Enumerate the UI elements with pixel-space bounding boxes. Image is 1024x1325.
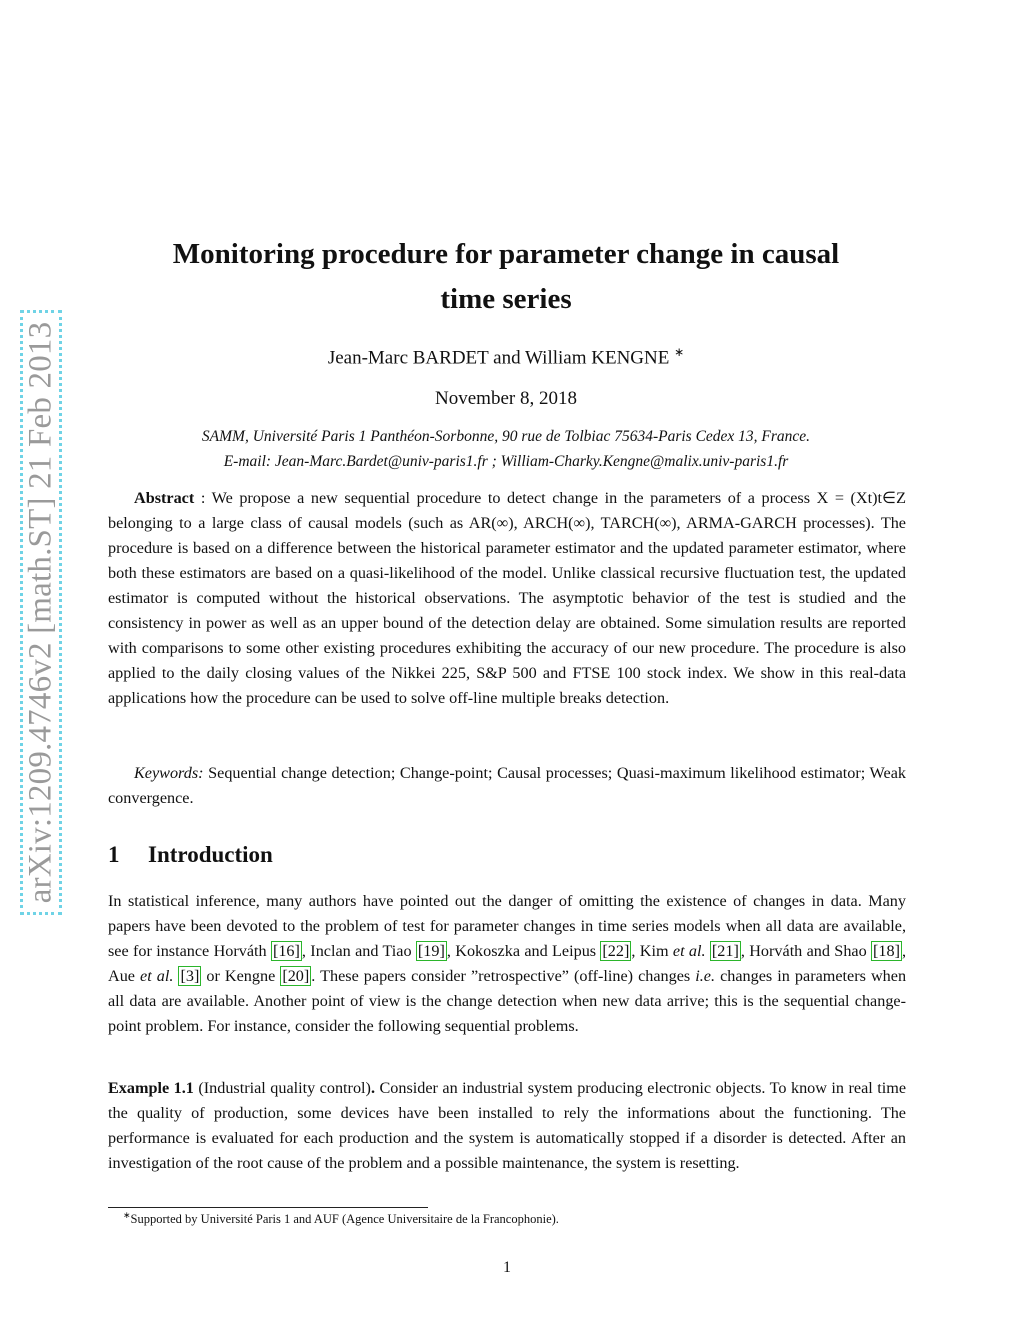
citation-link[interactable]: [22] xyxy=(602,942,630,960)
abstract-text: We propose a new sequential procedure to detect change in the parameters of a process X = (Xt)t∈Z belonging to a large class of causal models (such as AR(∞), ARCH(∞), TARCH(∞), ARMA-GARCH processes). The procedure is based on a difference between the historical parameter estimator and the updated parameter estimator, where both these estimators are based on a quasi-likelihood of the model. Unlike classical recursive fluctuation test, the updated estimator is computed without the historical observations. The asymptotic behavior of the test is studied and the consistency in power as well as an upper bound of the detection delay are obtained. Some simulation results are reported with comparisons to some other existing procedures exhibiting the accuracy of our new procedure. The procedure is also applied to the daily closing values of the Nikkei 225, S&P 500 and FTSE 100 stock index. We show in this real-data applications how the procedure can be used to solve off-line multiple breaks detection. xyxy=(108,489,906,707)
intro-text: changes in parameters when all data are available. Another point of view is the change detection when new data arrive; this is the sequential change-point problem. For instance, consider the following sequential problems. xyxy=(108,967,907,1035)
email-line: E-mail: Jean-Marc.Bardet@univ-paris1.fr ; William-Charky.Kengne@malix.univ-paris1.fr xyxy=(223,453,789,470)
example-dot: . xyxy=(370,1079,375,1097)
arxiv-stamp xyxy=(20,310,62,915)
footnote-mark: ∗ xyxy=(123,1210,131,1220)
keywords-text: Sequential change detection; Change-point; Causal processes; Quasi-maximum likelihood estimator; Weak convergence. xyxy=(108,764,906,807)
intro-text: In statistical inference, many authors have pointed out the danger of omitting the existence of changes in data. Many papers have been devoted to the problem of test for parameter changes in time series models when all data are available, see for instance Horváth xyxy=(108,892,906,960)
citation-link[interactable]: [18] xyxy=(873,942,900,960)
paper-date: November 8, 2018 xyxy=(435,388,577,409)
intro-text: , Inclan and Tiao xyxy=(301,942,416,960)
intro-paragraph xyxy=(108,889,906,1039)
citation-link[interactable]: [19] xyxy=(417,942,445,960)
section-number: 1 xyxy=(108,842,120,867)
footnote-rule xyxy=(108,1207,428,1208)
citation-link[interactable]: [20] xyxy=(282,967,310,985)
citation-link[interactable]: [3] xyxy=(180,967,200,985)
title-line-1: Monitoring procedure for parameter change in causal xyxy=(172,238,840,270)
intro-text: . These papers consider ”retrospective” (off-line) changes xyxy=(311,967,696,985)
keywords xyxy=(108,761,906,811)
example-label: Example 1.1 xyxy=(108,1079,194,1097)
intro-text: i.e. xyxy=(695,967,716,985)
abstract-separator: : xyxy=(194,489,212,507)
page-number: 1 xyxy=(503,1259,511,1276)
affiliation-block xyxy=(100,424,912,474)
citation-link[interactable]: [21] xyxy=(711,942,739,960)
intro-text: , Kokoszka and Leipus xyxy=(446,942,601,960)
intro-text: et al. xyxy=(140,967,174,985)
title-line-2: time series xyxy=(440,283,572,315)
arxiv-stamp-text: arXiv:1209.4746v2 [math.ST] 21 Feb 2013 xyxy=(22,321,59,904)
example-name: (Industrial quality control) xyxy=(193,1079,371,1097)
abstract-label: Abstract xyxy=(134,489,195,507)
example-paragraph xyxy=(108,1076,906,1176)
section-heading xyxy=(108,842,273,868)
section-title: Introduction xyxy=(148,842,273,867)
intro-text: , Horváth and Shao xyxy=(740,942,872,960)
intro-text: , Aue xyxy=(108,942,907,985)
citation-link[interactable]: [16] xyxy=(272,942,300,960)
intro-text: or Kengne xyxy=(201,967,281,985)
paper-title xyxy=(100,232,912,322)
intro-text: et al. xyxy=(672,942,706,960)
affiliation: SAMM, Université Paris 1 Panthéon-Sorbonne, 90 rue de Tolbiac 75634-Paris Cedex 13, France. xyxy=(201,428,811,445)
example-text: Consider an industrial system producing electronic objects. To know in real time the quality of production, some devices have been installed to rely the informations about the functioning. The performance is evaluated for each production and the system is automatically stopped if a disorder is detected. After an investigation of the root cause of the problem and a possible maintenance, the system is resetting. xyxy=(108,1079,907,1172)
author-names: Jean-Marc BARDET and William KENGNE xyxy=(327,347,670,369)
keywords-label: Keywords: xyxy=(134,764,204,782)
author-footnote-mark: ∗ xyxy=(674,345,685,359)
abstract xyxy=(108,486,906,711)
authors xyxy=(100,345,912,369)
footnote xyxy=(123,1210,559,1227)
footnote-text: Supported by Université Paris 1 and AUF (Agence Universitaire de la Francophonie). xyxy=(130,1212,559,1227)
intro-text: , Kim xyxy=(631,942,673,960)
